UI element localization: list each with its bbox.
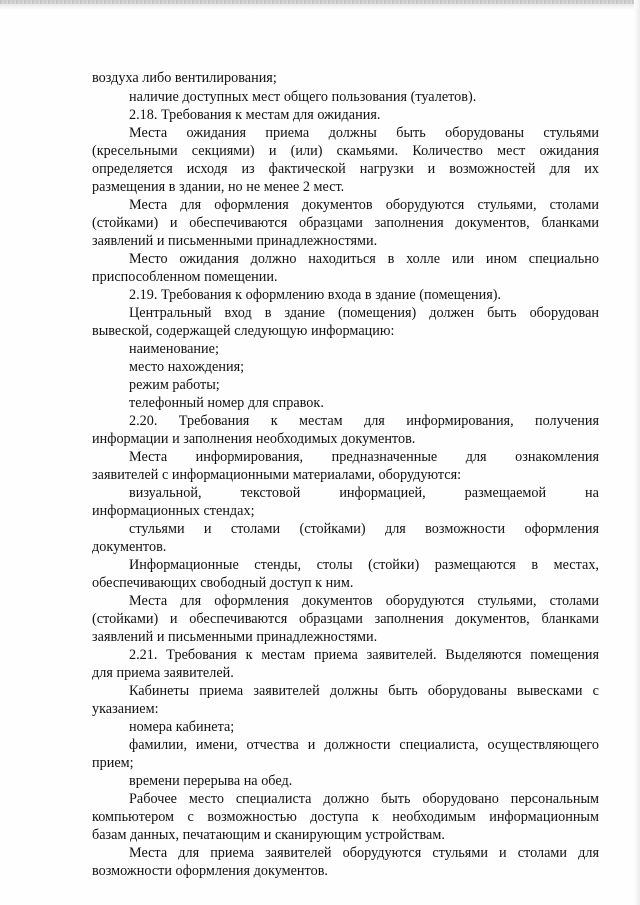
section-heading: 2.21. Требования к местам приема заявителей. Выделяются помещения [129, 647, 599, 663]
text-line: обеспечивающих свободный доступ к ним. [92, 575, 354, 591]
text-line: возможности оформления документов. [92, 863, 328, 879]
text-line: Места ожидания приема должны быть оборудованы стульями [129, 125, 599, 141]
text-line: воздуха либо вентилирования; [92, 70, 277, 86]
text-line: Рабочее место специалиста должно быть оборудовано персональным [129, 791, 599, 807]
section-heading: 2.18. Требования к местам для ожидания. [129, 107, 381, 123]
list-item: телефонный номер для справок. [129, 395, 324, 411]
list-item: времени перерыва на обед. [129, 773, 293, 789]
text-line: Места для оформления документов оборудуются стульями, столами [129, 593, 599, 609]
list-item: фамилии, имени, отчества и должности специалиста, осуществляющего [129, 737, 599, 753]
text-line: заявлений и письменными принадлежностями. [92, 233, 378, 249]
text-line: размещения в здании, но не менее 2 мест. [92, 179, 345, 195]
text-line: заявлений и письменными принадлежностями. [92, 629, 378, 645]
text-line: Информационные стенды, столы (стойки) размещаются в местах, [129, 557, 599, 573]
text-line: вывеской, содержащей следующую информацию: [92, 323, 395, 339]
text-line: Кабинеты приема заявителей должны быть оборудованы вывесками с [129, 683, 599, 699]
text-line: Центральный вход в здание (помещения) должен быть оборудован [129, 305, 599, 321]
text-line: заявителей с информационными материалами, оборудуются: [92, 467, 462, 483]
text-line: Место ожидания должно находиться в холле или ином специально [129, 251, 599, 267]
text-line: (стойками) и обеспечиваются образцами заполнения документов, бланками [92, 215, 599, 231]
list-item: номера кабинета; [129, 719, 235, 735]
text-line: Места для оформления документов оборудуются стульями, столами [129, 197, 599, 213]
list-item: наименование; [129, 341, 219, 357]
text-line: Места информирования, предназначенные для ознакомления [129, 449, 599, 465]
text-line: информации и заполнения необходимых документов. [92, 431, 416, 447]
list-item: стульями и столами (стойками) для возможности оформления [129, 521, 599, 537]
text-line: наличие доступных мест общего пользования (туалетов). [129, 89, 477, 105]
text-line: базам данных, печатающим и сканирующим устройствам. [92, 827, 445, 843]
text-line: определяется исходя из фактической нагрузки и возможностей для их [92, 161, 599, 177]
text-line: для приема заявителей. [92, 665, 234, 681]
text-line: информационных стендах; [92, 503, 255, 519]
list-item: место нахождения; [129, 359, 245, 375]
text-line: Места для приема заявителей оборудуются стульями и столами для [129, 845, 599, 861]
list-item: визуальной, текстовой информацией, размещаемой на [129, 485, 599, 501]
text-line: указанием: [92, 701, 159, 717]
text-line: (кресельными секциями) и (или) скамьями. Количество мест ожидания [92, 143, 599, 159]
text-line: (стойками) и обеспечиваются образцами заполнения документов, бланками [92, 611, 599, 627]
text-line: документов. [92, 539, 167, 555]
text-line: приспособленном помещении. [92, 269, 278, 285]
list-item: режим работы; [129, 377, 220, 393]
text-line: прием; [92, 755, 134, 771]
text-line: компьютером с возможностью доступа к необходимым информационным [92, 809, 599, 825]
section-heading: 2.20. Требования к местам для информирования, получения [129, 413, 599, 429]
section-heading: 2.19. Требования к оформлению входа в здание (помещения). [129, 287, 502, 303]
scan-right-edge [634, 0, 640, 905]
scan-top-edge [0, 0, 640, 10]
